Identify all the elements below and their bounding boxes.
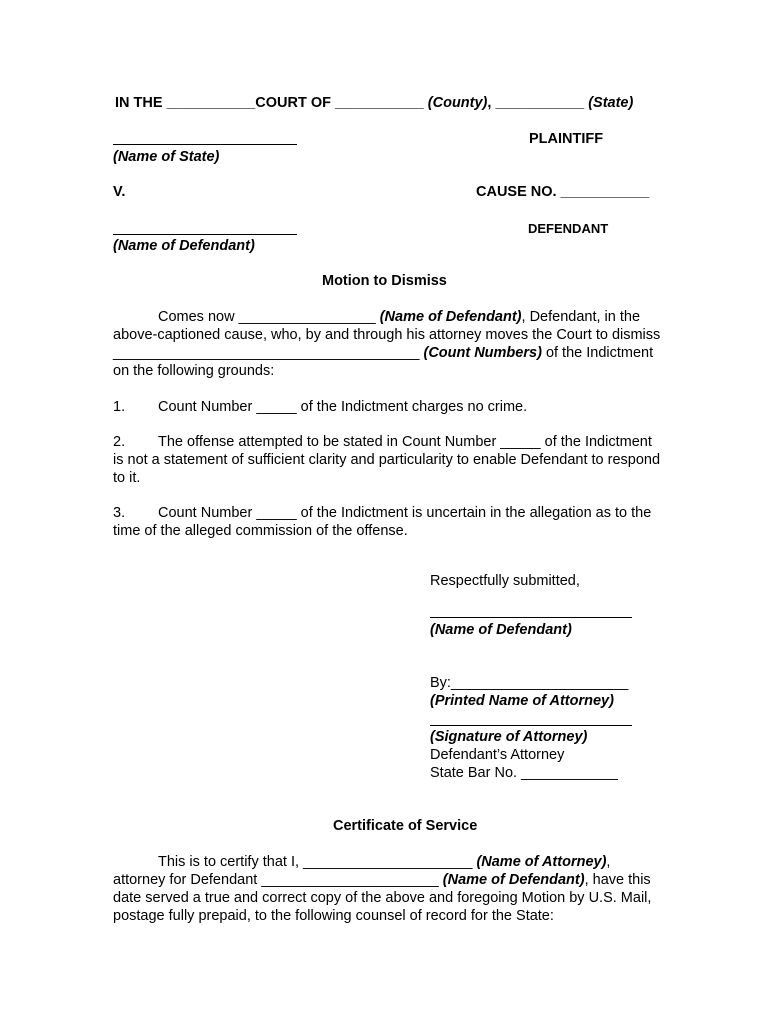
- motion-title: Motion to Dismiss: [322, 273, 447, 289]
- state-bar-line: [430, 764, 618, 782]
- cert-text-3: , have this date served a true and correct copy of the above and foregoing Motion by U.S. Mail, postage fully prepaid, to the following counsel of record for the State:: [113, 872, 652, 924]
- intro-text-2: , Defendant, in the above-captioned cause, who, by and through his attorney moves the Court to dismiss: [113, 309, 661, 343]
- ground-item: [113, 398, 663, 416]
- cause-no-blank: ___________: [560, 184, 650, 200]
- county-blank: ___________: [335, 95, 424, 111]
- defendants-attorney-text: Defendant’s Attorney: [430, 747, 565, 763]
- name-of-defendant-placeholder: (Name of Defendant): [113, 238, 255, 254]
- ground-item: [113, 504, 663, 540]
- county-placeholder: (County): [427, 95, 488, 111]
- signature-attorney-placeholder: (Signature of Attorney): [430, 729, 588, 745]
- cause-no-label: CAUSE NO.: [476, 184, 557, 200]
- ground-number: 2.: [113, 434, 126, 450]
- cert-blank-1: _____________________: [303, 854, 473, 870]
- intro-blank-2: ______________________________________: [113, 345, 420, 361]
- count-numbers-placeholder: (Count Numbers): [423, 345, 542, 361]
- signature-defendant-placeholder: (Name of Defendant): [430, 622, 572, 638]
- cause-number: [476, 183, 649, 201]
- motion-intro-paragraph: [113, 308, 663, 380]
- state-bar-blank: ____________: [521, 765, 618, 781]
- ground-text: Count Number _____ of the Indictment is uncertain in the allegation as to the time of the alleged commission of the offense.: [113, 505, 652, 539]
- cert-defendant-placeholder: (Name of Defendant): [442, 872, 585, 888]
- attorney-signature-line: [430, 725, 632, 726]
- certificate-paragraph: [113, 853, 663, 925]
- by-blank: ______________________: [450, 675, 629, 691]
- plaintiff-label: PLAINTIFF: [529, 131, 604, 147]
- cert-text-2: , attorney for Defendant: [113, 854, 611, 888]
- court-blank: ___________: [166, 95, 256, 111]
- plaintiff-name-line: [113, 144, 297, 145]
- defendant-name-line: [113, 234, 297, 235]
- caption-comma: ,: [487, 95, 492, 111]
- intro-text-1: Comes now: [158, 309, 235, 325]
- intro-text-3: of the Indictment on the following grounds:: [113, 345, 654, 379]
- name-of-state-placeholder: (Name of State): [113, 149, 220, 165]
- cert-attorney-placeholder: (Name of Attorney): [476, 854, 607, 870]
- by-line: [430, 674, 628, 692]
- cert-blank-2: ______________________: [261, 872, 439, 888]
- ground-text: The offense attempted to be stated in Count Number _____ of the Indictment is not a statement of sufficient clarity and particularity to enable Defendant to respond to it.: [113, 434, 661, 486]
- ground-text: Count Number _____ of the Indictment charges no crime.: [158, 399, 528, 415]
- ground-item: [113, 433, 663, 487]
- ground-number: 1.: [113, 399, 126, 415]
- certificate-title: Certificate of Service: [333, 818, 478, 834]
- state-placeholder: (State): [588, 95, 634, 111]
- defendant-label: DEFENDANT: [528, 221, 609, 236]
- court-caption-line: [115, 94, 633, 112]
- in-the-text: IN THE: [115, 95, 163, 111]
- by-label: By:: [430, 675, 451, 691]
- printed-name-placeholder: (Printed Name of Attorney): [430, 693, 614, 709]
- intro-blank: _________________: [238, 309, 376, 325]
- court-of-text: COURT OF: [255, 95, 331, 111]
- cert-text-1: This is to certify that I,: [158, 854, 300, 870]
- state-bar-label: State Bar No.: [430, 765, 518, 781]
- ground-number: 3.: [113, 505, 126, 521]
- respectfully-submitted: Respectfully submitted,: [430, 573, 580, 589]
- versus-text: V.: [113, 184, 126, 200]
- defendant-signature-line: [430, 617, 632, 618]
- intro-defendant-placeholder: (Name of Defendant): [379, 309, 522, 325]
- state-blank: ___________: [495, 95, 585, 111]
